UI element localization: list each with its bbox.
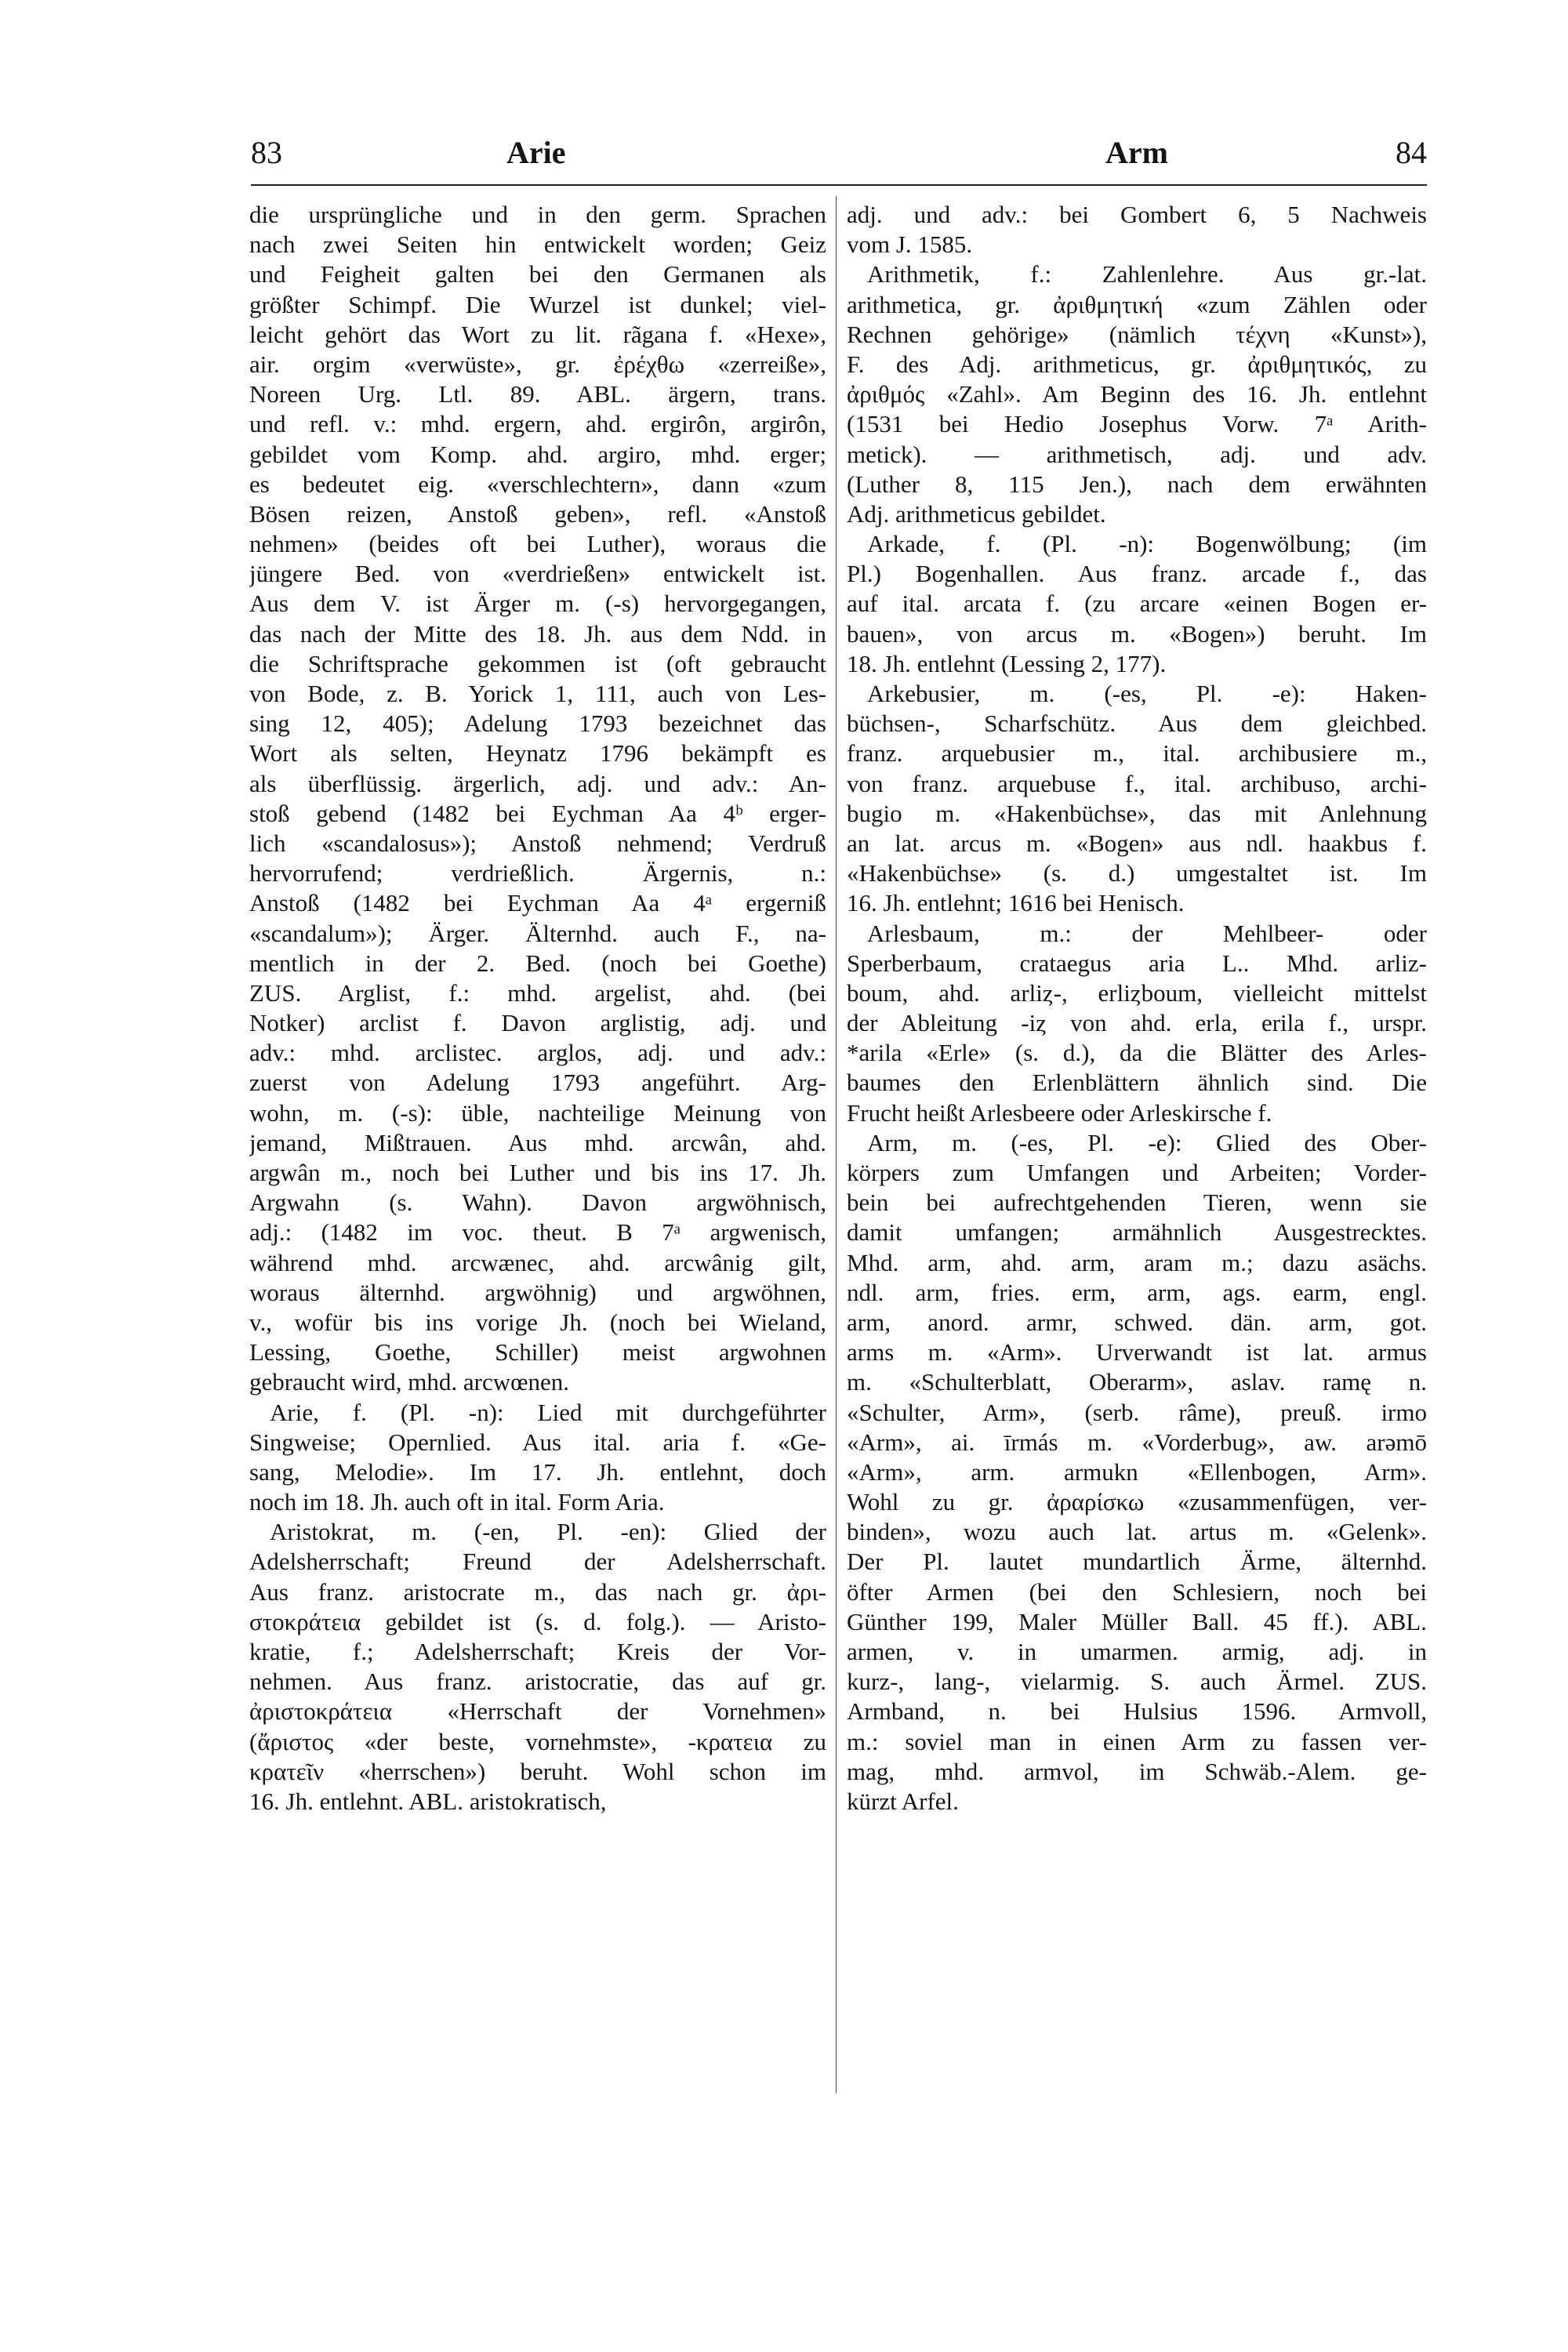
text-line: es bedeutet eig. «verschlechtern», dann «zum bbox=[249, 470, 826, 498]
text-line: Sperberbaum, crataegus aria L.. Mhd. arliz- bbox=[847, 949, 1427, 977]
text-line: das nach der Mitte des 18. Jh. aus dem Ndd. in bbox=[249, 619, 826, 648]
text-line: von franz. arquebuse f., ital. archibuso, archi- bbox=[847, 769, 1427, 797]
text-line: binden», wozu auch lat. artus m. «Gelenk». bbox=[847, 1518, 1427, 1546]
text-line: Aus dem V. ist Ärger m. (-s) hervorgegangen, bbox=[249, 590, 826, 618]
text-line: der Ableitung -iȥ von ahd. erla, erila f., urspr. bbox=[847, 1009, 1427, 1037]
text-line: noch im 18. Jh. auch oft in ital. Form Aria. bbox=[249, 1488, 665, 1516]
text-line: 16. Jh. entlehnt; 1616 bei Henisch. bbox=[847, 889, 1185, 917]
header-rule bbox=[251, 184, 1427, 186]
text-line: Anstoß (1482 bei Eychman Aa 4ᵃ ergerniß bbox=[249, 889, 826, 917]
text-line: sing 12, 405); Adelung 1793 bezeichnet das bbox=[249, 710, 826, 738]
text-line: ἀριστοκράτεια «Herrschaft der Vornehmen» bbox=[249, 1697, 826, 1726]
text-line: baumes den Erlenblättern ähnlich sind. Die bbox=[847, 1069, 1427, 1097]
text-line: die ursprüngliche und in den germ. Sprachen bbox=[249, 201, 826, 228]
text-line: stoß gebend (1482 bei Eychman Aa 4ᵇ erger- bbox=[249, 799, 826, 827]
text-line: gebildet vom Komp. ahd. argiro, mhd. erger; bbox=[249, 440, 826, 468]
catchword-left: Arie bbox=[506, 135, 566, 170]
catchword-right: Arm bbox=[1105, 135, 1168, 170]
text-line: κρατεῖν «herrschen») beruht. Wohl schon im bbox=[249, 1757, 826, 1785]
text-line: nehmen. Aus franz. aristocratie, das auf gr. bbox=[249, 1668, 826, 1696]
text-line: «Schulter, Arm», (serb. râme), preuß. irmo bbox=[847, 1398, 1427, 1426]
text-line: kurz-, lang-, vielarmig. S. auch Ärmel. ZUS. bbox=[847, 1668, 1427, 1696]
text-line: ZUS. Arglist, f.: mhd. argelist, ahd. (bei bbox=[249, 978, 826, 1007]
page-number-right: 84 bbox=[1396, 135, 1427, 170]
text-line: leicht gehört das Wort zu lit. rãgana f. «Hexe», bbox=[249, 320, 826, 348]
text-line: (ἄριστος «der beste, vornehmste», -κρατεια zu bbox=[249, 1727, 826, 1755]
text-line: die Schriftsprache gekommen ist (oft gebraucht bbox=[249, 649, 826, 677]
column-separator bbox=[836, 196, 837, 2093]
text-line: Frucht heißt Arlesbeere oder Arleskirsche f. bbox=[847, 1098, 1272, 1127]
text-line: adj. und adv.: bei Gombert 6, 5 Nachweis bbox=[847, 201, 1427, 228]
text-line: m.: soviel man in einen Arm zu fassen ver- bbox=[847, 1727, 1427, 1755]
text-line: sang, Melodie». Im 17. Jh. entlehnt, doch bbox=[249, 1457, 826, 1486]
text-line: an lat. arcus m. «Bogen» aus ndl. haakbus f. bbox=[847, 829, 1427, 857]
text-line: Adelsherrschaft; Freund der Adelsherrschaft. bbox=[249, 1548, 826, 1576]
text-line: gebraucht wird, mhd. arcwœnen. bbox=[249, 1368, 570, 1396]
text-line: zuerst von Adelung 1793 angeführt. Arg- bbox=[249, 1069, 826, 1097]
running-header bbox=[251, 133, 1427, 180]
text-line: bein bei aufrechtgehenden Tieren, wenn sie bbox=[847, 1189, 1427, 1217]
text-line: στοκράτεια gebildet ist (s. d. folg.). — Aristo- bbox=[249, 1607, 826, 1635]
text-line: Aristokrat, m. (-en, Pl. -en): Glied der bbox=[270, 1518, 826, 1546]
text-line: ndl. arm, fries. erm, arm, ags. earm, engl. bbox=[847, 1278, 1427, 1306]
text-line: arm, anord. armr, schwed. dän. arm, got. bbox=[847, 1308, 1427, 1336]
text-line: armen, v. in umarmen. armig, adj. in bbox=[847, 1638, 1427, 1665]
text-line: Noreen Urg. Ltl. 89. ABL. ärgern, trans. bbox=[249, 380, 826, 408]
text-line: metick). — arithmetisch, adj. und adv. bbox=[847, 440, 1427, 468]
text-line: air. orgim «verwüste», gr. ἐρέχθω «zerreiße», bbox=[249, 350, 826, 378]
text-line: *arila «Erle» (s. d.), da die Blätter des Arles- bbox=[847, 1039, 1427, 1067]
text-line: büchsen-, Scharfschütz. Aus dem gleichbed. bbox=[847, 710, 1427, 738]
text-line: damit umfangen; armähnlich Ausgestrecktes. bbox=[847, 1218, 1427, 1247]
text-line: «scandalum»); Ärger. Älternhd. auch F., na- bbox=[249, 919, 826, 947]
text-line: nach zwei Seiten hin entwickelt worden; Geiz bbox=[249, 230, 826, 259]
text-line: Aus franz. aristocrate m., das nach gr. ἀρι- bbox=[249, 1577, 826, 1606]
text-line: «Arm», arm. armukn «Ellenbogen, Arm». bbox=[847, 1457, 1427, 1486]
text-line: ἀριθμός «Zahl». Am Beginn des 16. Jh. entlehnt bbox=[847, 380, 1427, 408]
text-line: und refl. v.: mhd. ergern, ahd. ergirôn, argirôn, bbox=[249, 410, 826, 438]
text-line: Wohl zu gr. ἀραρίσκω «zusammenfügen, ver- bbox=[847, 1488, 1427, 1516]
text-line: Argwahn (s. Wahn). Davon argwöhnisch, bbox=[249, 1189, 826, 1217]
text-line: Notker) arclist f. Davon arglistig, adj. und bbox=[249, 1009, 826, 1037]
text-line: Arkebusier, m. (-es, Pl. -e): Haken- bbox=[867, 680, 1427, 707]
text-line: kratie, f.; Adelsherrschaft; Kreis der Vor- bbox=[249, 1638, 826, 1665]
text-line: Bösen reizen, Anstoß geben», refl. «Anstoß bbox=[249, 499, 826, 528]
text-line: und Feigheit galten bei den Germanen als bbox=[249, 260, 826, 289]
text-line: Mhd. arm, ahd. arm, aram m.; dazu asächs. bbox=[847, 1248, 1427, 1276]
text-line: wohn, m. (-s): üble, nachteilige Meinung von bbox=[249, 1098, 826, 1127]
text-line: Armband, n. bei Hulsius 1596. Armvoll, bbox=[847, 1697, 1427, 1726]
text-line: arithmetica, gr. ἀριθμητική «zum Zählen oder bbox=[847, 290, 1427, 318]
text-line: nehmen» (beides oft bei Luther), woraus die bbox=[249, 530, 826, 558]
text-line: jemand, Mißtrauen. Aus mhd. arcwân, ahd. bbox=[249, 1128, 826, 1156]
text-line: Arm, m. (-es, Pl. -e): Glied des Ober- bbox=[867, 1128, 1427, 1156]
text-line: mag, mhd. armvol, im Schwäb.-Alem. ge- bbox=[847, 1757, 1427, 1785]
text-line: hervorrufend; verdrießlich. Ärgernis, n.: bbox=[249, 859, 826, 887]
text-line: arms m. «Arm». Urverwandt ist lat. armus bbox=[847, 1338, 1427, 1367]
text-line: Rechnen gehörige» (nämlich τέχνη «Kunst»), bbox=[847, 320, 1427, 348]
text-line: größter Schimpf. Die Wurzel ist dunkel; viel- bbox=[249, 290, 826, 318]
text-line: (Luther 8, 115 Jen.), nach dem erwähnten bbox=[847, 470, 1427, 498]
text-line: Arlesbaum, m.: der Mehlbeer- oder bbox=[867, 919, 1427, 947]
text-line: F. des Adj. arithmeticus, gr. ἀριθμητικός, zu bbox=[847, 350, 1427, 378]
text-line: Der Pl. lautet mundartlich Ärme, älternhd. bbox=[847, 1548, 1427, 1576]
text-line: lich «scandalosus»); Anstoß nehmend; Verdruß bbox=[249, 829, 826, 857]
text-line: bauen», von arcus m. «Bogen») beruht. Im bbox=[847, 619, 1427, 648]
text-line: auf ital. arcata f. (zu arcare «einen Bogen er- bbox=[847, 590, 1427, 618]
text-line: Pl.) Bogenhallen. Aus franz. arcade f., das bbox=[847, 560, 1427, 588]
text-line: (1531 bei Hedio Josephus Vorw. 7ᵃ Arith- bbox=[847, 410, 1427, 438]
text-line: öfter Armen (bei den Schlesiern, noch bei bbox=[847, 1577, 1427, 1606]
text-line: 16. Jh. entlehnt. ABL. aristokratisch, bbox=[249, 1787, 607, 1815]
text-line: Adj. arithmeticus gebildet. bbox=[847, 499, 1106, 528]
text-line: jüngere Bed. von «verdrießen» entwickelt ist. bbox=[249, 560, 826, 588]
text-line: 18. Jh. entlehnt (Lessing 2, 177). bbox=[847, 649, 1167, 677]
page-number-left: 83 bbox=[251, 135, 282, 170]
text-line: «Arm», ai. īrmás m. «Vorderbug», aw. arəmō bbox=[847, 1428, 1427, 1456]
text-line: m. «Schulterblatt, Oberarm», aslav. ramę n. bbox=[847, 1368, 1427, 1396]
text-line: v., wofür bis ins vorige Jh. (noch bei Wieland, bbox=[249, 1308, 826, 1336]
right-column bbox=[847, 200, 1427, 1817]
text-line: franz. arquebusier m., ital. archibusiere m., bbox=[847, 739, 1427, 768]
text-line: als überflüssig. ärgerlich, adj. und adv.: An- bbox=[249, 769, 826, 797]
text-line: Singweise; Opernlied. Aus ital. aria f. «Ge- bbox=[249, 1428, 826, 1456]
text-line: Günther 199, Maler Müller Ball. 45 ff.). ABL. bbox=[847, 1607, 1427, 1635]
text-line: Arithmetik, f.: Zahlenlehre. Aus gr.-lat. bbox=[867, 260, 1427, 289]
text-line: während mhd. arcwænec, ahd. arcwânig gilt, bbox=[249, 1248, 826, 1276]
left-column bbox=[249, 200, 826, 1817]
text-line: von Bode, z. B. Yorick 1, 111, auch von Les- bbox=[249, 680, 826, 707]
text-line: vom J. 1585. bbox=[847, 230, 973, 259]
text-line: adj.: (1482 im voc. theut. B 7ᵃ argwenisch, bbox=[249, 1218, 826, 1247]
text-line: bugio m. «Hakenbüchse», das mit Anlehnung bbox=[847, 799, 1427, 827]
text-line: «Hakenbüchse» (s. d.) umgestaltet ist. Im bbox=[847, 859, 1427, 887]
text-line: woraus älternhd. argwöhnig) und argwöhnen, bbox=[249, 1278, 826, 1306]
text-line: Lessing, Goethe, Schiller) meist argwohnen bbox=[249, 1338, 826, 1367]
text-line: Arkade, f. (Pl. -n): Bogenwölbung; (im bbox=[867, 530, 1427, 558]
text-line: körpers zum Umfangen und Arbeiten; Vorder- bbox=[847, 1159, 1427, 1186]
text-line: mentlich in der 2. Bed. (noch bei Goethe) bbox=[249, 949, 826, 977]
text-line: boum, ahd. arliȥ-, erliȥboum, vielleicht mittelst bbox=[847, 978, 1427, 1007]
text-line: kürzt Arfel. bbox=[847, 1787, 959, 1815]
text-line: adv.: mhd. arclistec. arglos, adj. und adv.: bbox=[249, 1039, 826, 1067]
text-line: Wort als selten, Heynatz 1796 bekämpft es bbox=[249, 739, 826, 768]
text-line: argwân m., noch bei Luther und bis ins 17. Jh. bbox=[249, 1159, 826, 1186]
text-line: Arie, f. (Pl. -n): Lied mit durchgeführter bbox=[270, 1398, 826, 1426]
